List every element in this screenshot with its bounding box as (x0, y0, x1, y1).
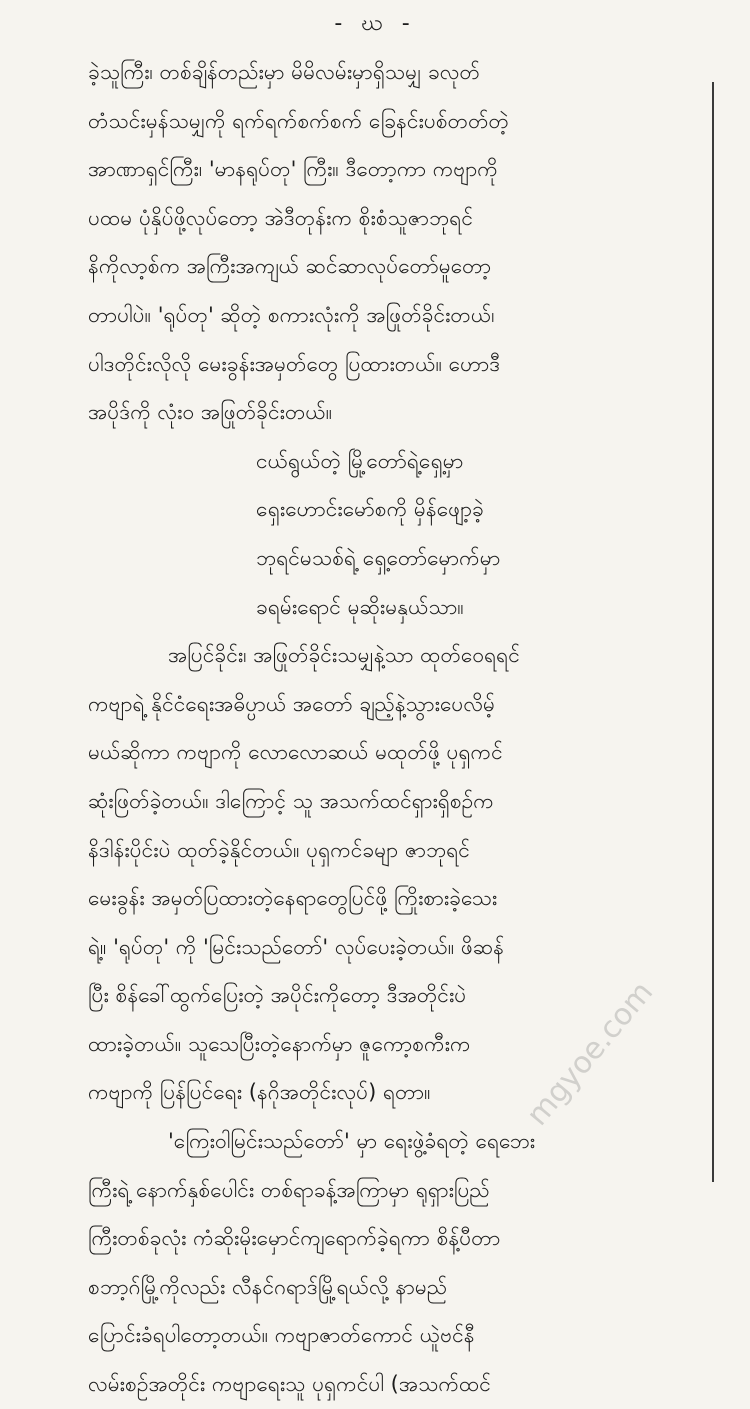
text-line: ကြီးရဲ့ နောက်နှစ်ပေါင်း တစ်ရာခန့်အကြာမှာ ရုရှားပြည် (88, 1177, 490, 1202)
page-number: - ဃ - (334, 11, 416, 36)
text-line: အပိုဒ်ကို လုံးဝ အဖြုတ်ခိုင်းတယ်။ (88, 400, 333, 425)
text-line: မယ်ဆိုကာ ကဗျာကို လောလောဆယ် မထုတ်ဖို့ ပုရှကင် (88, 740, 503, 765)
text-line: တာပါပဲ။ 'ရုပ်တု' ဆိုတဲ့ စကားလုံးကို အဖြုတ်ခိုင်းတယ်၊ (88, 302, 495, 327)
text-line: ကဗျာကို ပြန်ပြင်ရေး (နဂိုအတိုင်းလုပ်) ရတာ။ (88, 1080, 431, 1105)
body-text (88, 48, 678, 1409)
text-line: ပြီး စိန်ခေါ်ထွက်ပြေးတဲ့ အပိုင်းကိုတော့ ဒီအတိုင်းပဲ (88, 983, 467, 1008)
verse-line: ခရမ်းရောင် မုဆိုးမနှယ်သာ။ (256, 594, 464, 619)
text-line: တံသင်းမှန်သမျှကို ရက်ရက်စက်စက် ခြေနင်းပစ်တတ်တဲ့ (88, 108, 510, 133)
text-line: 'ကြေးဝါမြင်းသည်တော်' မှာ ရေးဖွဲ့ခံရတဲ့ ရေဘေး (168, 1129, 536, 1154)
text-line: ပထမ ပုံနှိပ်ဖို့လုပ်တော့ အဲဒီတုန်းက စိုးစံသူဇာဘုရင် (88, 205, 473, 230)
text-line: ကဗျာရဲ့ နိုင်ငံရေးအဓိပ္ပာယ် အတော် ချည့်နဲ့သွားပေလိမ့် (88, 691, 496, 716)
text-line: အပြင်ခိုင်း၊ အဖြုတ်ခိုင်းသမျှနဲ့သာ ထုတ်ဝေရရင် (168, 643, 520, 668)
margin-rule (712, 82, 714, 1182)
verse-line: ငယ်ရွယ်တဲ့ မြို့တော်ရဲ့ရှေ့မှာ (256, 448, 464, 473)
text-line: ဆုံးဖြတ်ခဲ့တယ်။ ဒါကြောင့် သူ အသက်ထင်ရှားရှိစဉ်က (88, 788, 494, 813)
text-line: မေးခွန်း အမှတ်ပြထားတဲ့နေရာတွေပြင်ဖို့ ကြိုးစားခဲ့သေး (88, 886, 498, 911)
text-line: နိဒါန်းပိုင်းပဲ ထုတ်ခဲ့နိုင်တယ်။ ပုရှကင်ခမျာ ဇာဘုရင် (88, 837, 470, 862)
text-line: အာဏာရှင်ကြီး၊ 'မာနရုပ်တု' ကြီး။ ဒီတော့ကာ ကဗျာကို (88, 157, 498, 182)
text-line: ပါဒတိုင်းလိုလို မေးခွန်းအမှတ်တွေ ပြထားတယ်။ ဟောဒီ (88, 351, 501, 376)
text-line: ပြောင်းခံရပါတော့တယ်။ ကဗျာဇာတ်ကောင် ယူဲဗင်နီ (88, 1323, 475, 1348)
text-line: ကြီးတစ်ခုလုံး ကံဆိုးမိုးမှောင်ကျရောက်ခဲ့ရကာ စိန့်ပီတာ (88, 1226, 501, 1251)
text-line: ထားခဲ့တယ်။ သူသေပြီးတဲ့နောက်မှာ ဇူကော့စကီးက (88, 1031, 471, 1056)
text-line: စဘာ့ဂ်မြို့ကိုလည်း လီနင်ဂရာဒ်မြို့ရယ်လို့ နာမည် (88, 1274, 448, 1299)
text-line: ခဲ့သူကြီး၊ တစ်ချိန်တည်းမှာ မိမိလမ်းမှာရှိသမျှ ခလုတ် (88, 60, 480, 84)
text-line: လမ်းစဉ်အတိုင်း ကဗျာရေးသူ ပုရှကင်ပါ (အသက်ထင် (88, 1372, 491, 1397)
text-line: ရဲ့။ 'ရုပ်တု' ကို 'မြင်းသည်တော်' လုပ်ပေးခဲ့တယ်။ ဖိဆန် (88, 934, 505, 959)
verse-line: ဘုရင်မသစ်ရဲ့ ရှေ့တော်မှောက်မှာ (256, 545, 501, 570)
text-line: နိကိုလာ့စ်က အကြီးအကျယ် ဆင်ဆာလုပ်တော်မူတော့ (88, 254, 492, 279)
verse-line: ရှေးဟောင်းမော်စကို မှိန်ဖျော့ခဲ့ (256, 497, 484, 522)
watermark: mgyoe.com (520, 974, 661, 1133)
